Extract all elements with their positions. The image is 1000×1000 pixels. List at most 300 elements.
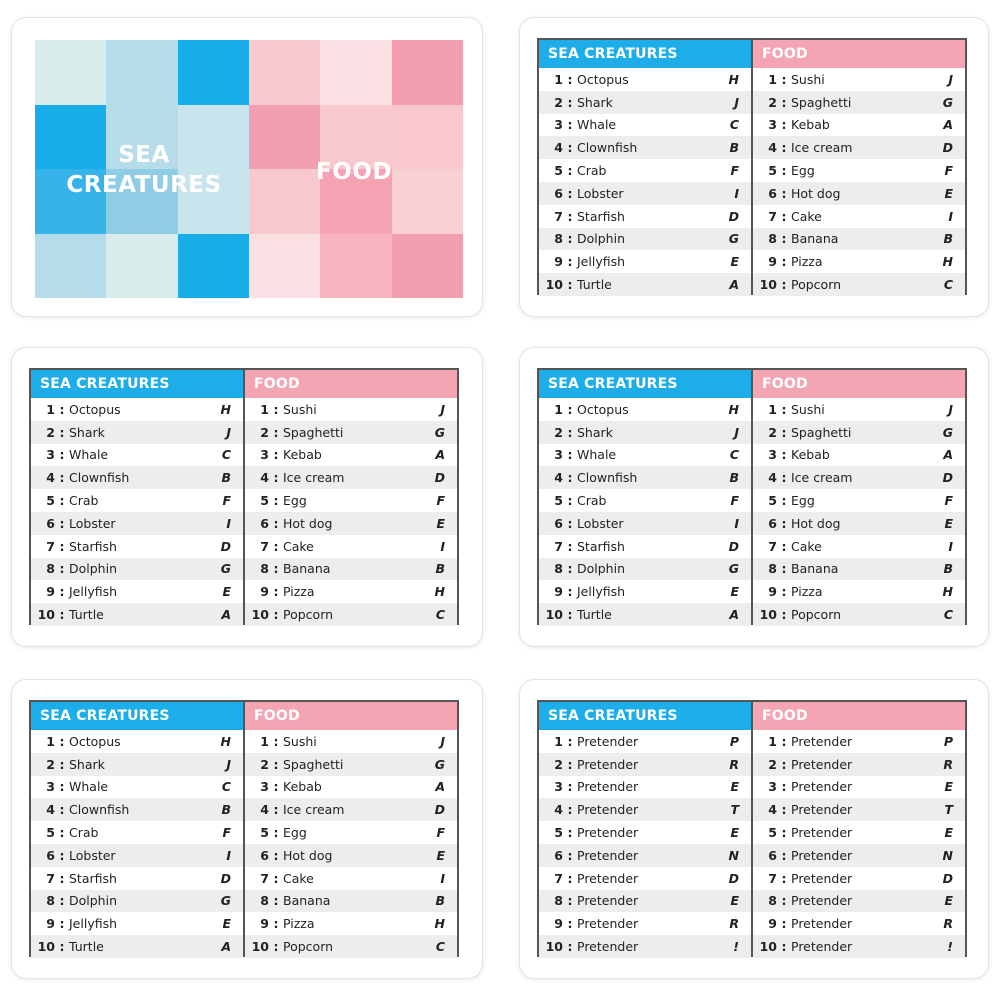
row-number: 7 [46, 870, 55, 886]
row-number: 4 [260, 470, 269, 486]
sea-row [31, 912, 243, 935]
row-number: 5 [260, 493, 269, 509]
card-table [537, 38, 967, 295]
row-number: 7 [768, 870, 777, 886]
sea-row [539, 867, 751, 890]
row-code: D [728, 208, 739, 224]
row-separator: : [273, 584, 279, 600]
row-number: 9 [768, 916, 777, 932]
row-name: Starfish [69, 870, 117, 886]
row-separator: : [567, 733, 573, 749]
row-separator: : [567, 538, 573, 554]
row-code: D [942, 470, 953, 486]
row-name: Clownfish [577, 140, 638, 156]
row-separator: : [567, 756, 573, 772]
row-separator: : [567, 916, 573, 932]
row-separator: : [567, 493, 573, 509]
sea-row [31, 753, 243, 776]
food-row [753, 114, 965, 137]
row-separator: : [273, 825, 279, 841]
row-name: Pretender [577, 916, 639, 932]
row-code: G [434, 756, 445, 772]
row-number: 5 [260, 825, 269, 841]
row-separator: : [781, 802, 787, 818]
row-name: Cake [283, 538, 314, 554]
row-code: C [729, 117, 739, 133]
row-name: Clownfish [577, 470, 638, 486]
row-name: Lobster [577, 185, 624, 201]
row-code: H [434, 916, 445, 932]
row-name: Sushi [791, 71, 825, 87]
row-code: A [221, 939, 231, 955]
sea-creatures-column [539, 370, 753, 623]
row-code: I [226, 515, 231, 531]
sea-row [31, 512, 243, 535]
row-code: G [942, 424, 953, 440]
food-row [245, 398, 457, 421]
row-name: Popcorn [791, 607, 842, 623]
row-separator: : [781, 847, 787, 863]
row-name: Pizza [283, 916, 315, 932]
row-code: J [734, 424, 739, 440]
sea-row [539, 580, 751, 603]
row-code: N [728, 847, 739, 863]
row-separator: : [781, 254, 787, 270]
row-name: Sushi [283, 733, 317, 749]
row-code: E [730, 584, 739, 600]
food-row [753, 466, 965, 489]
row-code: H [220, 401, 231, 417]
row-name: Banana [791, 231, 839, 247]
row-code: E [944, 779, 953, 795]
row-name: Cake [283, 870, 314, 886]
row-separator: : [567, 607, 573, 623]
row-name: Spaghetti [283, 756, 344, 772]
row-name: Banana [283, 893, 331, 909]
row-code: A [729, 607, 739, 623]
cover-grid-cell [320, 40, 391, 105]
sea-row [539, 182, 751, 205]
pretender-card [520, 680, 988, 978]
food-header: FOOD [753, 702, 965, 730]
row-separator: : [273, 401, 279, 417]
food-row [753, 489, 965, 512]
row-number: 1 [554, 71, 563, 87]
cover-grid-cell [392, 105, 463, 170]
card-table [537, 700, 967, 957]
food-column [245, 702, 457, 955]
row-number: 7 [260, 538, 269, 554]
row-name: Octopus [69, 401, 121, 417]
row-code: I [948, 208, 953, 224]
row-number: 6 [554, 185, 563, 201]
sea-row [539, 489, 751, 512]
sea-row [31, 730, 243, 753]
sea-row [31, 466, 243, 489]
row-number: 2 [554, 424, 563, 440]
row-name: Dolphin [577, 561, 625, 577]
row-code: F [944, 163, 953, 179]
row-code: T [730, 802, 739, 818]
row-separator: : [567, 140, 573, 156]
food-row [753, 535, 965, 558]
food-row [753, 205, 965, 228]
cover-grid-cell [249, 169, 320, 234]
row-code: C [435, 939, 445, 955]
row-code: R [729, 916, 739, 932]
food-row [753, 250, 965, 273]
sea-row [31, 776, 243, 799]
row-code: F [436, 825, 445, 841]
row-separator: : [273, 493, 279, 509]
row-number: 6 [260, 847, 269, 863]
sea-row [31, 844, 243, 867]
row-number: 10 [251, 607, 269, 623]
row-separator: : [273, 756, 279, 772]
row-code: F [730, 493, 739, 509]
row-separator: : [781, 916, 787, 932]
sea-row [31, 421, 243, 444]
row-number: 3 [768, 117, 777, 133]
card-table [29, 700, 459, 957]
row-number: 10 [37, 939, 55, 955]
cover-grid-cell [178, 234, 249, 299]
sea-row [31, 558, 243, 581]
row-number: 9 [554, 916, 563, 932]
row-separator: : [59, 939, 65, 955]
row-number: 4 [260, 802, 269, 818]
row-separator: : [273, 779, 279, 795]
food-row [245, 821, 457, 844]
row-code: J [948, 71, 953, 87]
row-name: Pizza [791, 254, 823, 270]
row-code: B [221, 470, 231, 486]
cover-sea-line2: CREATURES [66, 172, 222, 198]
row-separator: : [781, 538, 787, 554]
food-row [753, 91, 965, 114]
row-number: 9 [768, 254, 777, 270]
row-separator: : [781, 163, 787, 179]
food-row [753, 228, 965, 251]
row-separator: : [567, 117, 573, 133]
row-code: T [944, 802, 953, 818]
row-code: F [436, 493, 445, 509]
row-separator: : [567, 231, 573, 247]
row-separator: : [59, 515, 65, 531]
row-name: Pizza [283, 584, 315, 600]
sea-creatures-column [539, 40, 753, 293]
row-number: 4 [554, 802, 563, 818]
row-separator: : [781, 825, 787, 841]
row-name: Kebab [791, 447, 830, 463]
row-number: 7 [554, 870, 563, 886]
row-number: 9 [46, 916, 55, 932]
row-code: E [730, 254, 739, 270]
row-name: Pretender [791, 870, 853, 886]
row-name: Octopus [577, 71, 629, 87]
row-name: Jellyfish [577, 254, 626, 270]
sea-creatures-header: SEA CREATURES [539, 40, 751, 68]
row-separator: : [567, 94, 573, 110]
row-separator: : [567, 561, 573, 577]
row-number: 6 [768, 515, 777, 531]
row-number: 7 [768, 538, 777, 554]
row-code: I [734, 185, 739, 201]
food-row [753, 730, 965, 753]
row-separator: : [273, 733, 279, 749]
row-number: 1 [768, 733, 777, 749]
sea-row [539, 512, 751, 535]
row-number: 8 [554, 231, 563, 247]
row-number: 6 [768, 185, 777, 201]
sea-row [539, 250, 751, 273]
row-code: E [944, 185, 953, 201]
food-row [245, 798, 457, 821]
row-name: Whale [69, 447, 109, 463]
row-name: Lobster [577, 515, 624, 531]
row-separator: : [567, 447, 573, 463]
row-code: R [729, 756, 739, 772]
food-column [753, 40, 965, 293]
row-separator: : [781, 493, 787, 509]
answer-card [520, 18, 988, 316]
food-row [245, 753, 457, 776]
row-number: 3 [46, 779, 55, 795]
row-separator: : [567, 939, 573, 955]
row-code: D [220, 538, 231, 554]
row-name: Pretender [577, 756, 639, 772]
row-name: Banana [791, 561, 839, 577]
row-name: Dolphin [577, 231, 625, 247]
row-number: 5 [768, 163, 777, 179]
food-row [753, 273, 965, 296]
sea-row [539, 776, 751, 799]
row-name: Pretender [577, 779, 639, 795]
row-separator: : [59, 584, 65, 600]
row-number: 4 [46, 802, 55, 818]
row-separator: : [781, 94, 787, 110]
row-number: 1 [46, 401, 55, 417]
food-row [245, 890, 457, 913]
row-name: Pretender [791, 939, 853, 955]
row-separator: : [567, 71, 573, 87]
row-name: Pretender [577, 802, 639, 818]
food-row [753, 512, 965, 535]
row-name: Dolphin [69, 893, 117, 909]
row-separator: : [567, 401, 573, 417]
food-rows [753, 398, 965, 626]
row-number: 1 [554, 401, 563, 417]
row-separator: : [781, 939, 787, 955]
row-code: H [220, 733, 231, 749]
sea-row [539, 205, 751, 228]
food-row [753, 844, 965, 867]
sea-row [539, 844, 751, 867]
row-code: C [221, 779, 231, 795]
row-number: 1 [768, 401, 777, 417]
row-name: Pretender [577, 870, 639, 886]
row-separator: : [273, 916, 279, 932]
row-number: 9 [260, 916, 269, 932]
row-separator: : [567, 254, 573, 270]
cover-sea-line1: SEA [118, 142, 170, 168]
row-code: A [221, 607, 231, 623]
food-row [753, 182, 965, 205]
row-separator: : [59, 756, 65, 772]
cover-card [12, 18, 482, 316]
row-number: 3 [260, 779, 269, 795]
food-column [753, 702, 965, 955]
row-code: J [440, 733, 445, 749]
row-separator: : [781, 779, 787, 795]
food-header: FOOD [245, 370, 457, 398]
cover-grid-cell [249, 234, 320, 299]
row-name: Clownfish [69, 470, 130, 486]
row-separator: : [273, 847, 279, 863]
row-number: 4 [554, 470, 563, 486]
row-code: I [226, 847, 231, 863]
row-separator: : [781, 447, 787, 463]
row-name: Kebab [283, 779, 322, 795]
row-code: B [729, 470, 739, 486]
row-separator: : [781, 893, 787, 909]
cover-grid-cell [320, 234, 391, 299]
row-number: 8 [46, 893, 55, 909]
row-separator: : [567, 163, 573, 179]
sea-row [31, 867, 243, 890]
food-row [245, 489, 457, 512]
sea-creatures-header: SEA CREATURES [539, 370, 751, 398]
row-name: Pretender [577, 733, 639, 749]
row-name: Cake [791, 208, 822, 224]
row-name: Popcorn [791, 277, 842, 293]
row-name: Shark [69, 756, 105, 772]
row-code: ! [733, 939, 739, 955]
row-number: 8 [768, 231, 777, 247]
sea-row [539, 136, 751, 159]
answer-card [520, 348, 988, 646]
row-separator: : [59, 825, 65, 841]
row-code: E [436, 847, 445, 863]
row-name: Starfish [577, 538, 625, 554]
row-separator: : [59, 779, 65, 795]
row-name: Pretender [577, 825, 639, 841]
row-number: 10 [759, 607, 777, 623]
row-number: 5 [554, 163, 563, 179]
sea-row [539, 68, 751, 91]
row-code: P [943, 733, 953, 749]
row-name: Shark [577, 94, 613, 110]
food-rows [245, 730, 457, 958]
row-number: 10 [545, 277, 563, 293]
sea-rows [539, 68, 751, 296]
row-code: I [440, 870, 445, 886]
food-rows [245, 398, 457, 626]
row-number: 4 [768, 802, 777, 818]
food-row [753, 444, 965, 467]
row-number: 5 [554, 825, 563, 841]
row-code: J [226, 756, 231, 772]
sea-row [539, 91, 751, 114]
row-separator: : [59, 493, 65, 509]
row-code: ! [947, 939, 953, 955]
sea-row [31, 489, 243, 512]
row-separator: : [567, 779, 573, 795]
row-name: Egg [791, 163, 815, 179]
row-number: 2 [554, 94, 563, 110]
row-code: H [728, 71, 739, 87]
row-name: Popcorn [283, 939, 334, 955]
row-code: R [943, 756, 953, 772]
row-separator: : [781, 870, 787, 886]
row-number: 6 [260, 515, 269, 531]
row-separator: : [59, 561, 65, 577]
food-row [753, 867, 965, 890]
row-number: 1 [46, 733, 55, 749]
sea-row [539, 912, 751, 935]
sea-row [31, 444, 243, 467]
row-number: 4 [768, 140, 777, 156]
row-name: Turtle [577, 277, 612, 293]
row-separator: : [59, 733, 65, 749]
row-name: Turtle [577, 607, 612, 623]
row-separator: : [781, 756, 787, 772]
row-separator: : [567, 847, 573, 863]
row-separator: : [59, 538, 65, 554]
food-row [245, 535, 457, 558]
sea-creatures-header: SEA CREATURES [31, 370, 243, 398]
cover-food-label: FOOD [316, 159, 392, 185]
row-name: Pretender [577, 939, 639, 955]
row-separator: : [273, 447, 279, 463]
food-row [245, 603, 457, 626]
row-number: 3 [768, 779, 777, 795]
food-header: FOOD [753, 370, 965, 398]
row-number: 6 [768, 847, 777, 863]
row-number: 8 [554, 893, 563, 909]
row-code: D [434, 470, 445, 486]
row-code: H [728, 401, 739, 417]
row-separator: : [567, 893, 573, 909]
cover-grid-cell [249, 40, 320, 105]
row-separator: : [781, 231, 787, 247]
row-separator: : [781, 515, 787, 531]
row-separator: : [59, 447, 65, 463]
row-number: 7 [554, 538, 563, 554]
row-number: 5 [554, 493, 563, 509]
row-code: E [944, 893, 953, 909]
sea-rows [539, 398, 751, 626]
row-name: Spaghetti [791, 424, 852, 440]
row-code: J [734, 94, 739, 110]
row-number: 9 [554, 584, 563, 600]
row-number: 6 [554, 847, 563, 863]
row-number: 9 [46, 584, 55, 600]
sea-rows [539, 730, 751, 958]
food-row [753, 912, 965, 935]
row-separator: : [59, 893, 65, 909]
row-code: C [943, 607, 953, 623]
sea-creatures-header: SEA CREATURES [31, 702, 243, 730]
row-code: C [943, 277, 953, 293]
row-code: B [943, 561, 953, 577]
row-code: A [435, 447, 445, 463]
sea-row [539, 603, 751, 626]
row-name: Shark [69, 424, 105, 440]
food-row [753, 935, 965, 958]
row-name: Cake [791, 538, 822, 554]
row-code: E [222, 584, 231, 600]
